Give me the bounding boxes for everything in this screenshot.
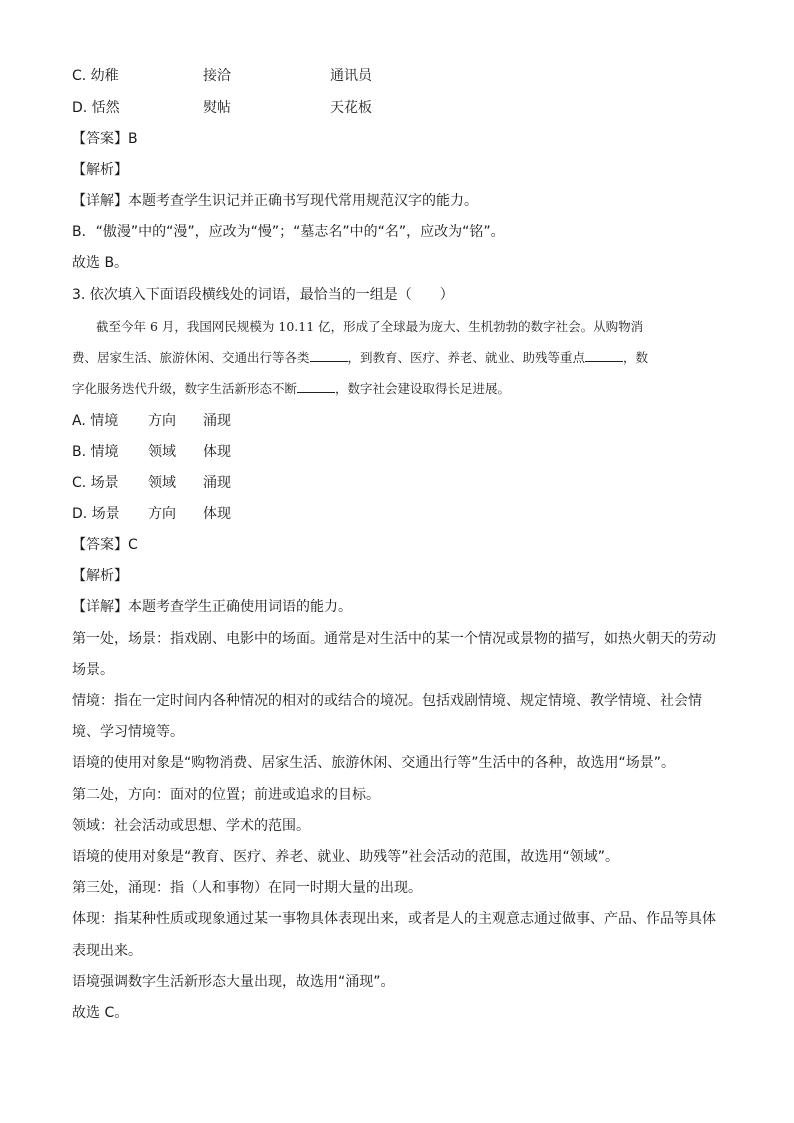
q3-option-d-word2: 方向 <box>148 506 176 522</box>
q3-explanation-line: 语境的使用对象是“教育、医疗、养老、就业、助残等”社会活动的范围，故选用“领域”。 <box>72 849 620 865</box>
q3-option-c-label: C. 场景 <box>72 475 119 491</box>
q3-option-a-word3: 涌现 <box>203 413 231 429</box>
q3-explanation-line: 语境强调数字生活新形态大量出现，故选用“涌现”。 <box>72 974 395 990</box>
q3-passage-line-2 <box>72 348 648 368</box>
q3-explanation-line: 境、学习情境等。 <box>72 724 184 740</box>
q3-passage-text: ，数 <box>623 350 649 365</box>
q3-explanation-line: 表现出来。 <box>72 943 142 959</box>
q3-analysis-heading: 【解析】 <box>72 568 128 584</box>
q3-explanation-line: 体现：指某种性质或现象通过某一事物具体表现出来，或者是人的主观意志通过做事、产品、作品等具体 <box>72 911 716 927</box>
q3-option-d-label: D. 场景 <box>72 506 120 522</box>
q3-stem: 3. 依次填入下面语段横线处的词语，最恰当的一组是（ ） <box>72 287 454 303</box>
q2-explanation-b: B．“傲漫”中的“漫”，应改为“慢”；“墓志名”中的“名”，应改为“铭”。 <box>72 224 505 240</box>
q2-option-c-word2: 接洽 <box>203 68 231 84</box>
q2-analysis-heading: 【解析】 <box>72 162 128 178</box>
q3-option-d-word3: 体现 <box>203 506 231 522</box>
q2-option-c-label: C. 幼稚 <box>72 68 119 84</box>
q2-answer: 【答案】B <box>72 131 138 147</box>
q3-explanation-line: 【详解】本题考查学生正确使用词语的能力。 <box>72 599 352 615</box>
q2-option-d-word2: 熨帖 <box>203 100 231 116</box>
q3-option-c-word2: 领域 <box>148 475 176 491</box>
blank-1 <box>310 349 348 362</box>
q3-explanation-line: 领域：社会活动或思想、学术的范围。 <box>72 818 310 834</box>
q3-passage-text: ，到教育、医疗、养老、就业、助残等重点 <box>347 350 586 365</box>
q3-explanation-line: 情境：指在一定时间内各种情况的相对的或结合的境况。包括戏剧情境、规定情境、教学情境、社会情 <box>72 693 702 709</box>
q3-option-c-word3: 涌现 <box>203 475 231 491</box>
q3-option-b-word3: 体现 <box>203 444 231 460</box>
q3-passage-line-3 <box>72 379 510 399</box>
blank-2 <box>585 349 623 362</box>
q3-passage-text: ，数字社会建设取得长足进展。 <box>335 381 511 396</box>
q3-explanation-line: 第一处，场景：指戏剧、电影中的场面。通常是对生活中的某一个情况或景物的描写，如热火朝天的劳动 <box>72 631 716 647</box>
q3-explanation-line: 第三处，涌现：指（人和事物）在同一时期大量的出现。 <box>72 880 422 896</box>
q3-option-a-label: A. 情境 <box>72 413 119 429</box>
q2-choice: 故选 B。 <box>72 255 129 271</box>
q2-option-d-label: D. 恬然 <box>72 100 120 116</box>
q3-passage-line-1: 截至今年 6 月，我国网民规模为 10.11 亿，形成了全球最为庞大、生机勃勃的数字社会。从购物消 <box>96 319 644 334</box>
q3-answer: 【答案】C <box>72 537 138 553</box>
blank-3 <box>297 380 335 393</box>
q2-option-d-word3: 天花板 <box>330 100 372 116</box>
q2-option-c-word3: 通讯员 <box>330 68 372 84</box>
q3-passage-text: 字化服务迭代升级，数字生活新形态不断 <box>72 381 298 396</box>
q3-explanation-line: 场景。 <box>72 662 114 678</box>
q3-option-b-label: B. 情境 <box>72 444 119 460</box>
q3-option-a-word2: 方向 <box>148 413 176 429</box>
q3-explanation-line: 语境的使用对象是“购物消费、居家生活、旅游休闲、交通出行等”生活中的各种，故选用“场景”。 <box>72 755 676 771</box>
q2-detail: 【详解】本题考查学生识记并正确书写现代常用规范汉字的能力。 <box>72 193 478 209</box>
q3-choice: 故选 C。 <box>72 1005 129 1021</box>
q3-option-b-word2: 领域 <box>148 444 176 460</box>
q3-passage-text: 费、居家生活、旅游休闲、交通出行等各类 <box>72 350 310 365</box>
q3-explanation-line: 第二处，方向：面对的位置；前进或追求的目标。 <box>72 787 380 803</box>
